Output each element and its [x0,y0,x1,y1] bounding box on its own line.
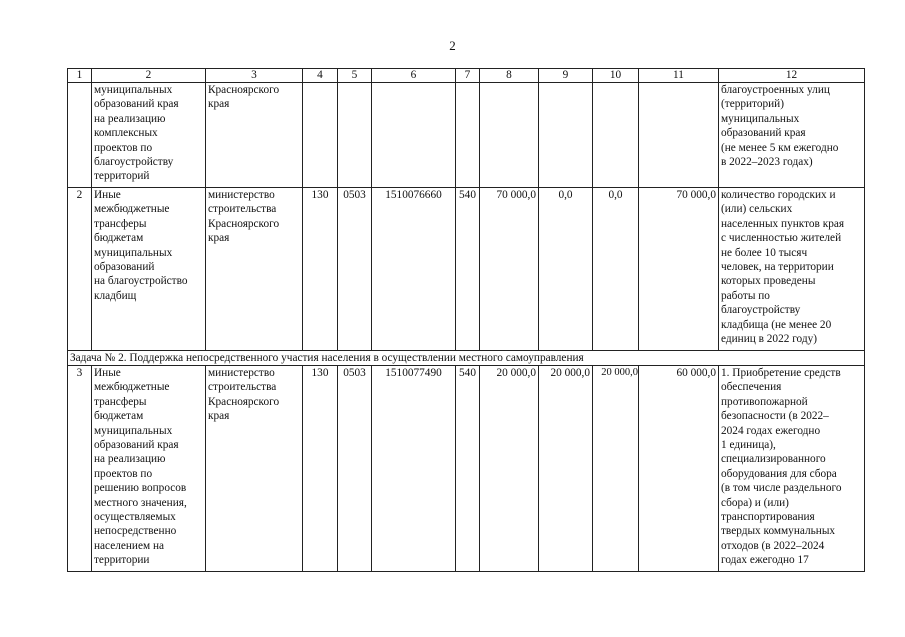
column-header: 1 [68,69,92,83]
amount-2022-cell: 70 000,0 [480,188,539,351]
expense-type-cell: 540 [456,188,480,351]
amount-2024-cell: 0,0 [593,188,639,351]
administrator-cell: Красноярского края [206,83,303,188]
section-code-cell: 0503 [338,188,372,351]
page-number: 2 [449,38,456,53]
column-header: 9 [539,69,593,83]
task-heading: Задача № 2. Поддержка непосредственного участия населения в осуществлении местного самоуправления [68,351,865,366]
column-header-row [68,69,865,83]
amount-2022-cell [480,83,539,188]
amount-2023-cell: 20 000,0 [539,366,593,572]
column-header: 5 [338,69,372,83]
grbs-code-cell: 130 [303,366,338,572]
table-row [68,188,865,351]
measure-name-cell: Иные межбюджетные трансферы бюджетам муниципальных образований на благоустройство кладбищ [92,188,206,351]
table-row [68,83,865,188]
column-header: 2 [92,69,206,83]
amount-total-cell: 70 000,0 [639,188,719,351]
section-code-cell: 0503 [338,366,372,572]
amount-2024-cell: 20 000,0 [593,366,639,572]
expected-result-cell: благоустроенных улиц (территорий) муниципальных образований края (не менее 5 км ежегодно в 2022–2023 годах) [719,83,865,188]
grbs-code-cell: 130 [303,188,338,351]
row-number-cell: 3 [68,366,92,572]
amount-total-cell [639,83,719,188]
target-article-cell [372,83,456,188]
task-row [68,351,865,366]
measure-name-cell: муниципальных образований края на реализацию комплексных проектов по благоустройству территорий [92,83,206,188]
grbs-code-cell [303,83,338,188]
expense-type-cell: 540 [456,366,480,572]
row-number-cell: 2 [68,188,92,351]
column-header: 7 [456,69,480,83]
row-number-cell [68,83,92,188]
expense-type-cell [456,83,480,188]
measure-name-cell: Иные межбюджетные трансферы бюджетам муниципальных образований края на реализацию проектов по решению вопросов местного значения, осуществляемых непосредственно населением на территории [92,366,206,572]
column-header: 11 [639,69,719,83]
expected-result-cell: количество городских и (или) сельских населенных пунктов края с численностью жителей не более 10 тысяч человек, на территории которых проведены работы по благоустройству кладбища (не менее 20 единиц в 2022 году) [719,188,865,351]
program-table [67,68,865,572]
administrator-cell: министерство строительства Красноярского края [206,188,303,351]
column-header: 12 [719,69,865,83]
amount-2023-cell: 0,0 [539,188,593,351]
column-header: 3 [206,69,303,83]
amount-2024-cell [593,83,639,188]
column-header: 6 [372,69,456,83]
table-row [68,366,865,572]
target-article-cell: 1510076660 [372,188,456,351]
target-article-cell: 1510077490 [372,366,456,572]
column-header: 8 [480,69,539,83]
amount-2022-cell: 20 000,0 [480,366,539,572]
expected-result-cell: 1. Приобретение средств обеспечения противопожарной безопасности (в 2022– 2024 годах ежегодно 1 единица), специализированного оборудования для сбора (в том числе раздельного сбора) и (или) транспортирования твердых коммунальных отходов (в 2022–2024 годах ежегодно 17 [719,366,865,572]
section-code-cell [338,83,372,188]
amount-2023-cell [539,83,593,188]
column-header: 4 [303,69,338,83]
amount-total-cell: 60 000,0 [639,366,719,572]
administrator-cell: министерство строительства Красноярского края [206,366,303,572]
column-header: 10 [593,69,639,83]
